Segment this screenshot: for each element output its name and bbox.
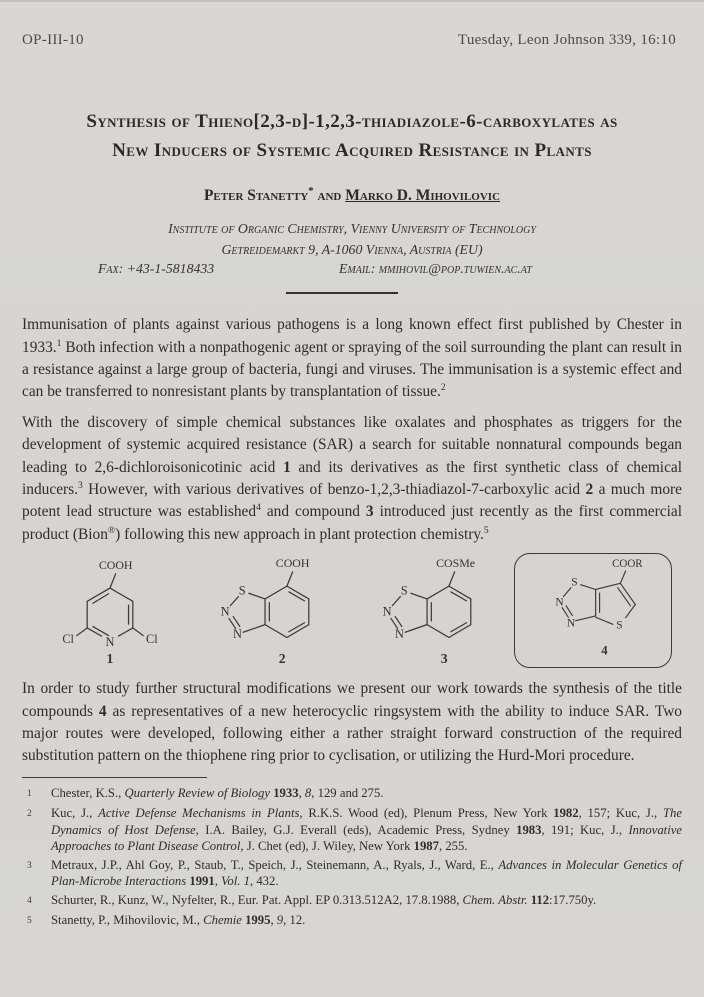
abstract-paragraph-1: Immunisation of plants against various pathogens is a long known effect first published by Chester in 1933.$^1$ Both infection with a nonpathogenic agent or spraying of the soil surrounding the plant can result in a resistance against a large group of bacteria, fungi and viruses. The immunisation is a systemic effect and can be transferred to nonresistant plants by transplantation of tissue.$^2$: [22, 316, 682, 401]
session-schedule: Tuesday, Leon Johnson 339, 16:10: [457, 32, 676, 48]
sulfur-atom-label: S: [239, 583, 246, 598]
paper-title-line-1: Synthesis of Thieno[2,3-d]-1,2,3-thiadiazole-6-carboxylates as: [86, 111, 618, 132]
author-1: Peter Stanetty: [203, 187, 309, 205]
fax-number: Fax: +43-1-5818433: [98, 261, 215, 277]
corresponding-author-asterisk: *: [308, 185, 314, 197]
footnote-5-number: 5: [27, 915, 32, 926]
compound-3-drawing: [353, 550, 503, 666]
chlorine-right-label: Cl: [145, 631, 158, 646]
footnotes-section: [22, 785, 682, 928]
compound-1-drawing: [40, 550, 180, 666]
nitrogen-atom-label-1: N: [555, 596, 564, 609]
footnote-2: [22, 805, 682, 854]
compound-2-drawing: [191, 550, 341, 666]
substituent-label: COOR: [612, 557, 643, 570]
footnote-4-text: Schurter, R., Kunz, W., Nyfelter, R., Eur. Pat. Appl. EP 0.313.512A2, 17.8.1988, Chem. Abstr. 112:17.750y.: [51, 892, 597, 907]
author-line: [22, 185, 682, 205]
compound-2-number: 2: [279, 650, 286, 666]
footnote-1-number: 1: [27, 789, 32, 800]
author-2: Marko D. Mihovilovic: [345, 187, 501, 205]
substituent-label: COSMe: [435, 555, 475, 570]
footnote-3: [22, 857, 682, 890]
scan-edge-artifact: [0, 0, 704, 2]
nitrogen-atom-label: N: [105, 634, 115, 649]
structure-2-diagram: [191, 550, 341, 671]
nitrogen-atom-label-1: N: [220, 604, 230, 619]
paper-title-line-2: New Inducers of Systemic Acquired Resistance in Plants: [112, 140, 592, 161]
footnote-5: [22, 912, 682, 929]
nitrogen-atom-label-2: N: [566, 617, 576, 630]
compound-scheme: [22, 552, 682, 668]
abstract-paragraph-3: In order to study further structural modifications we present our work towards the synthesis of the title compounds 4 as representatives of a new heterocyclic ringsystem with the ability to induce SAR. Two major routes were developed, following either a rather straight forward construction of the required substitution pattern on the thiophene ring prior to cyclisation, or utilizing the Hurd-Mori procedure.: [22, 680, 682, 765]
chlorine-left-label: Cl: [62, 631, 75, 646]
footnote-4: [22, 892, 682, 909]
footnote-3-text: Metraux, J.P., Ahl Goy, P., Staub, T., Speich, J., Steinemann, A., Ryals, J., Ward, E., Advances in Molecular Genetics of Plan-Microbe Interactions 1991, Vol. 1, 432.: [51, 857, 682, 888]
substituent-label: COOH: [98, 557, 133, 572]
compound-1-number: 1: [106, 650, 114, 666]
nitrogen-atom-label-2: N: [233, 626, 243, 641]
footnote-2-text: Kuc, J., Active Defense Mechanisms in Plants, R.K.S. Wood (ed), Plenum Press, New York 1982, 157; Kuc, J., The Dynamics of Host Defense, I.A. Bailey, G.J. Everall (eds), Academic Press, Sydney 1983, 191; Kuc, J., Innovative Approaches to Plant Disease Control, J. Chet (ed), J. Wiley, New York 1987, 255.: [51, 806, 682, 853]
sulfur-atom-label-2: S: [616, 619, 623, 632]
footnote-rule: [22, 777, 207, 779]
page-header: [0, 0, 704, 49]
affiliation-institute: Institute of Organic Chemistry, Vienny University of Technology: [168, 221, 536, 237]
separator-rule: [286, 292, 398, 294]
footnote-5-text: Stanetty, P., Mihovilovic, M., Chemie 1995, 9, 12.: [51, 912, 306, 927]
affiliation-address: Getreidemarkt 9, A-1060 Vienna, Austria (EU): [221, 242, 483, 258]
compound-3-number: 3: [440, 650, 448, 666]
footnote-2-number: 2: [27, 809, 32, 820]
contact-row: [98, 261, 532, 277]
substituent-label: COOH: [276, 555, 310, 570]
compound-4-drawing: [517, 556, 669, 660]
sulfur-atom-label: S: [400, 583, 408, 598]
footnote-4-number: 4: [27, 895, 32, 906]
structure-4-highlight-box: [514, 553, 672, 668]
compound-4-number: 4: [601, 643, 608, 658]
footnote-1: [22, 785, 682, 802]
affiliation-block: [22, 218, 682, 260]
nitrogen-atom-label-2: N: [394, 626, 404, 641]
structure-1-diagram: [40, 550, 180, 671]
author-separator: and: [313, 187, 346, 205]
footnote-1-text: Chester, K.S., Quarterly Review of Biology 1933, 8, 129 and 275.: [51, 786, 384, 801]
email-address: Email: mmihovil@pop.tuwien.ac.at: [338, 261, 532, 277]
session-code: OP-III-10: [22, 32, 84, 48]
abstract-paragraph-2: With the discovery of simple chemical substances like oxalates and phosphates as triggers for the development of systemic acquired resistance (SAR) a search for suitable nonnatural compounds began leading to 2,6-dichloroisonicotinic acid 1 and its derivatives as the first synthetic class of chemical inducers.$^3$ However, with various derivatives of benzo-1,2,3-thiadiazol-7-carboxylic acid 2 a much more potent lead structure was established$^4$ and compound 3 introduced just recently as the first commercial product (Bion®) following this new approach in plant protection chemistry.$^5$: [22, 413, 683, 543]
footnote-3-number: 3: [27, 860, 32, 871]
paper-title: [22, 107, 682, 165]
structure-3-diagram: [353, 550, 503, 671]
sulfur-atom-label-1: S: [571, 576, 578, 589]
nitrogen-atom-label-1: N: [382, 604, 392, 619]
